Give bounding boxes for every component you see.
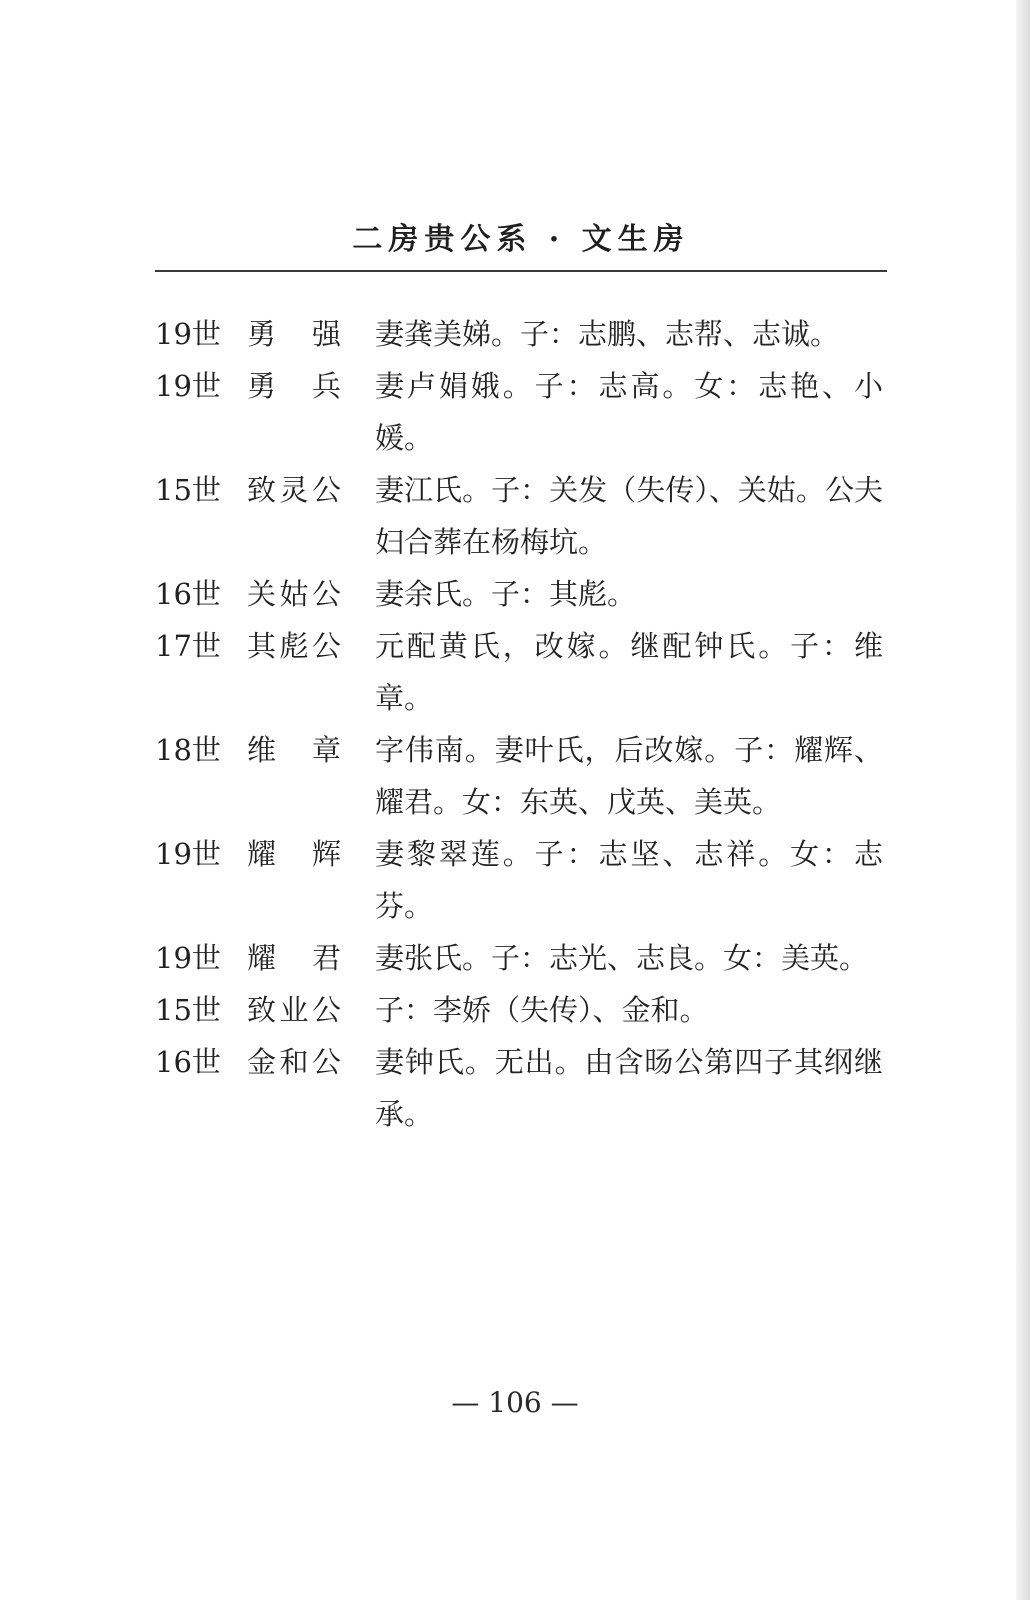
page-number: — 106 — (451, 1386, 579, 1419)
entry-generation: 19世 (155, 837, 221, 871)
entry-generation: 17世 (155, 629, 221, 663)
genealogy-entry (155, 360, 895, 464)
entry-description: 字伟南。妻叶氏，后改嫁。子：耀辉、耀君。女：东英、戊英、美英。 (375, 733, 883, 819)
entry-description: 妻张氏。子：志光、志良。女：美英。 (375, 941, 869, 975)
genealogy-entry (155, 568, 895, 620)
entry-generation: 19世 (155, 317, 221, 351)
genealogy-entry (155, 464, 895, 568)
entry-name: 关姑公 (247, 577, 341, 611)
entry-generation: 19世 (155, 941, 221, 975)
entry-name: 金和公 (247, 1045, 341, 1079)
entry-description: 子：李娇（失传）、金和。 (375, 993, 709, 1027)
entry-name: 维章 (247, 733, 341, 767)
genealogy-entry (155, 724, 895, 828)
entry-description: 妻余氏。子：其彪。 (375, 577, 637, 611)
entry-description: 妻黎翠莲。子：志坚、志祥。女：志芬。 (375, 837, 883, 923)
entry-name: 耀君 (247, 941, 341, 975)
genealogy-entry (155, 620, 895, 724)
entry-name: 致灵公 (247, 473, 341, 507)
genealogy-entry (155, 932, 895, 984)
genealogy-entry (155, 1036, 895, 1140)
entry-name: 勇强 (247, 317, 341, 351)
page-edge-shadow (1016, 0, 1030, 1600)
entry-description: 妻江氏。子：关发（失传）、关姑。公夫妇合葬在杨梅坑。 (375, 473, 883, 559)
page-header-title: 二房贵公系 · 文生房 (352, 222, 690, 257)
entry-name: 其彪公 (247, 629, 341, 663)
genealogy-entry (155, 308, 895, 360)
genealogy-entries (155, 308, 895, 1140)
entry-name: 耀辉 (247, 837, 341, 871)
entry-description: 元配黄氏，改嫁。继配钟氏。子：维章。 (375, 629, 883, 715)
entry-generation: 15世 (155, 473, 221, 507)
entry-description: 妻钟氏。无出。由含旸公第四子其纲继承。 (375, 1045, 883, 1131)
entry-generation: 16世 (155, 577, 221, 611)
entry-generation: 15世 (155, 993, 221, 1027)
entry-generation: 19世 (155, 369, 221, 403)
entry-name: 勇兵 (247, 369, 341, 403)
entry-description: 妻龚美娣。子：志鹏、志帮、志诚。 (375, 317, 840, 351)
entry-description: 妻卢娟娥。子：志高。女：志艳、小媛。 (375, 369, 883, 455)
genealogy-entry (155, 984, 895, 1036)
entry-generation: 16世 (155, 1045, 221, 1079)
entry-generation: 18世 (155, 733, 221, 767)
genealogy-entry (155, 828, 895, 932)
header-divider (155, 270, 887, 272)
entry-name: 致业公 (247, 993, 341, 1027)
